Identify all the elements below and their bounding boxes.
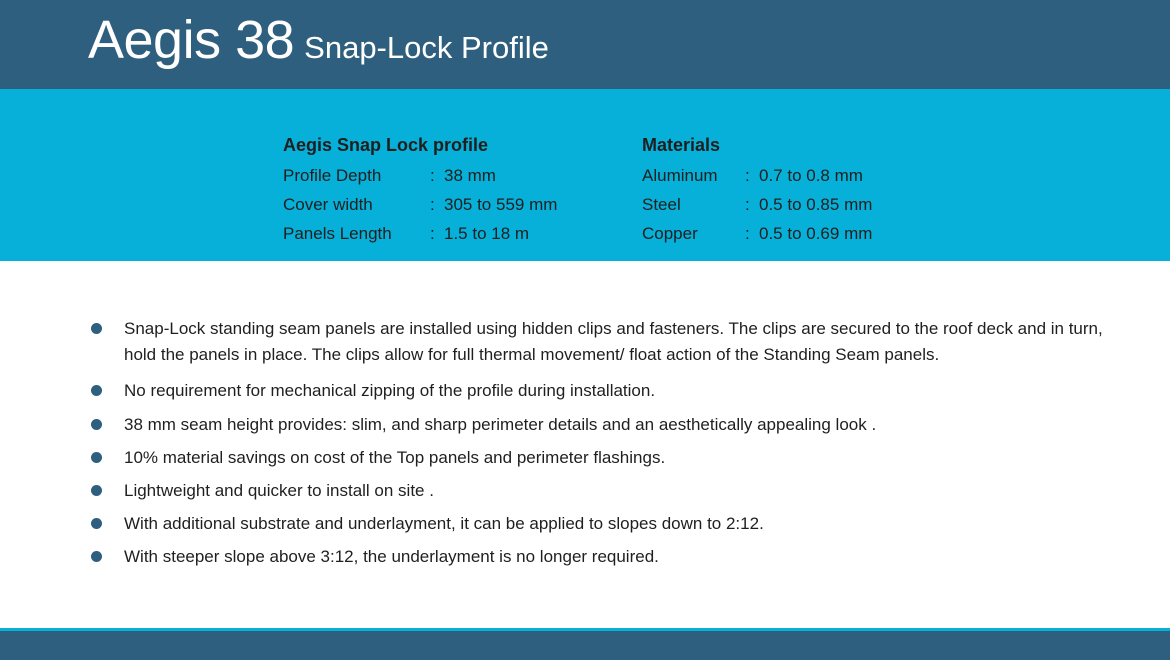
bullet-icon [91, 452, 102, 463]
bullet-icon [91, 385, 102, 396]
list-item-text: Snap-Lock standing seam panels are installed using hidden clips and fasteners. The clips are secured to the roof deck and in turn, hold the panels in place. The clips allow for full thermal movement/ float action of the Standing Seam panels. [124, 319, 1103, 364]
list-item-text: No requirement for mechanical zipping of the profile during installation. [124, 381, 656, 400]
spec-value: 1.5 to 18 m [444, 224, 530, 243]
list-item-text: With additional substrate and underlayment, it can be applied to slopes down to 2:12. [124, 514, 764, 533]
list-item-text: 38 mm seam height provides: slim, and sharp perimeter details and an aesthetically appealing look . [124, 415, 877, 434]
list-item [88, 544, 1128, 570]
spec-value: 38 mm [444, 166, 496, 185]
specs-band [0, 89, 1170, 261]
spec-separator: : [430, 195, 435, 214]
title-main: Aegis 38 [88, 10, 295, 70]
list-item [88, 412, 1128, 438]
material-separator: : [745, 195, 750, 214]
spec-row-profile-depth [283, 161, 557, 190]
material-separator: : [745, 224, 750, 243]
profile-heading: Aegis Snap Lock profile [283, 135, 489, 155]
spec-value: 305 to 559 mm [444, 195, 558, 214]
material-label: Copper [642, 224, 698, 243]
list-item [88, 511, 1128, 537]
title-subtitle: Snap-Lock Profile [304, 30, 549, 65]
spec-label: Cover width [283, 195, 373, 214]
spec-row-cover-width [283, 190, 557, 219]
bullet-icon [91, 419, 102, 430]
feature-list [88, 316, 1128, 570]
material-row-aluminum [642, 161, 872, 190]
bullet-icon [91, 518, 102, 529]
footer-bar [0, 631, 1170, 660]
title-bar [0, 0, 1170, 89]
bullet-icon [91, 323, 102, 334]
material-value: 0.7 to 0.8 mm [759, 166, 863, 185]
material-row-steel [642, 190, 872, 219]
materials-heading: Materials [642, 135, 721, 155]
spec-row-panels-length [283, 219, 557, 248]
spec-label: Panels Length [283, 224, 392, 243]
list-item-text: With steeper slope above 3:12, the underlayment is no longer required. [124, 547, 659, 566]
material-label: Aluminum [642, 166, 718, 185]
material-label: Steel [642, 195, 681, 214]
list-item-text: 10% material savings on cost of the Top panels and perimeter flashings. [124, 448, 666, 467]
list-item [88, 478, 1128, 504]
list-item [88, 378, 1128, 404]
material-value: 0.5 to 0.69 mm [759, 224, 873, 243]
material-separator: : [745, 166, 750, 185]
material-row-copper [642, 219, 872, 248]
list-item-text: Lightweight and quicker to install on site . [124, 481, 434, 500]
bullet-icon [91, 485, 102, 496]
profile-specs [283, 132, 557, 248]
list-item [88, 445, 1128, 471]
list-item [88, 316, 1128, 368]
spec-separator: : [430, 166, 435, 185]
materials-specs [642, 132, 872, 248]
material-value: 0.5 to 0.85 mm [759, 195, 873, 214]
spec-label: Profile Depth [283, 166, 382, 185]
spec-separator: : [430, 224, 435, 243]
bullet-icon [91, 551, 102, 562]
slide-title [88, 9, 549, 71]
